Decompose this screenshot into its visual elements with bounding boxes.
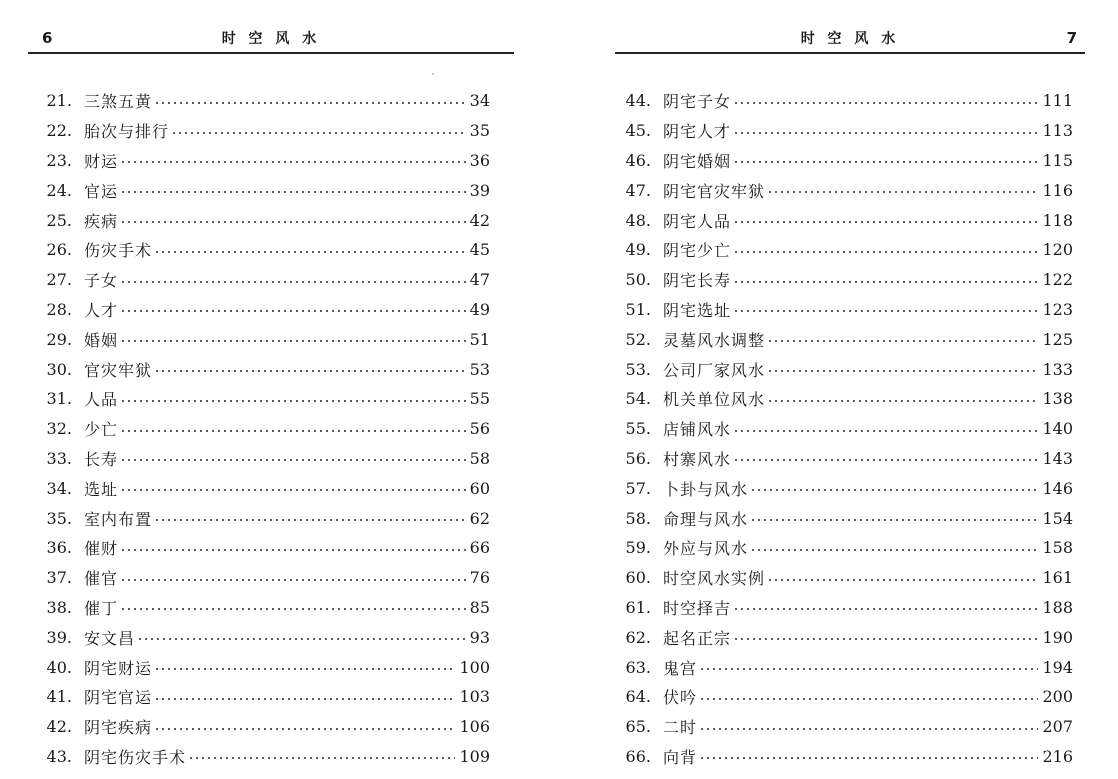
entry-page-number: 39: [469, 180, 490, 200]
entry-number: 34.: [46, 478, 72, 498]
toc-entry: [615, 444, 1085, 474]
entry-title: 长寿: [84, 449, 119, 469]
dot-leader: [154, 668, 455, 670]
entry-title: 机关单位风水: [663, 390, 766, 410]
entry-number: 32.: [46, 419, 72, 439]
dot-leader: [733, 430, 1038, 432]
dot-leader: [137, 638, 466, 640]
toc-entry: [28, 86, 514, 116]
entry-number: 39.: [46, 627, 72, 647]
toc-entry: [28, 414, 514, 444]
toc-entry: [615, 265, 1085, 295]
toc-entry: [28, 503, 514, 533]
entry-title: 安文昌: [84, 628, 136, 648]
entry-page-number: 49: [469, 299, 490, 319]
dot-leader: [154, 519, 466, 521]
entry-number: 64.: [625, 687, 651, 707]
entry-title: 官运: [84, 181, 119, 201]
entry-page-number: 45: [469, 240, 490, 260]
entry-number: 61.: [625, 597, 651, 617]
dot-leader: [120, 430, 466, 432]
dot-leader: [154, 251, 466, 253]
entry-number: 22.: [46, 121, 72, 141]
dot-leader: [154, 698, 455, 700]
entry-title: 公司厂家风水: [663, 360, 766, 380]
dot-leader: [733, 251, 1038, 253]
dot-leader: [733, 221, 1038, 223]
entry-title: 命理与风水: [663, 509, 749, 529]
entry-title: 阴宅子女: [663, 92, 732, 112]
entry-number: 28.: [46, 299, 72, 319]
entry-title: 卜卦与风水: [663, 479, 749, 499]
entry-page-number: 216: [1042, 746, 1073, 766]
dot-leader: [750, 549, 1038, 551]
entry-page-number: 106: [459, 717, 490, 737]
dot-leader: [154, 728, 455, 730]
entry-title: 阴宅人品: [663, 211, 732, 231]
dot-leader: [120, 221, 466, 223]
entry-page-number: 146: [1042, 478, 1073, 498]
entry-number: 47.: [625, 180, 651, 200]
toc-entry: [28, 146, 514, 176]
entry-page-number: 190: [1042, 627, 1073, 647]
dot-leader: [767, 400, 1038, 402]
dot-leader: [733, 132, 1038, 134]
entry-title: 鬼宫: [663, 658, 698, 678]
dot-leader: [120, 579, 466, 581]
toc-entry: [28, 652, 514, 682]
entry-page-number: 200: [1042, 687, 1073, 707]
toc-entry: [615, 205, 1085, 235]
entry-title: 催丁: [84, 598, 119, 618]
entry-title: 室内布置: [84, 509, 153, 529]
entry-number: 33.: [46, 448, 72, 468]
entry-page-number: 34: [469, 91, 490, 111]
toc-entry: [615, 295, 1085, 325]
entry-title: 伏吟: [663, 688, 698, 708]
dot-leader: [120, 400, 466, 402]
dot-leader: [120, 281, 466, 283]
entry-title: 子女: [84, 271, 119, 291]
toc-entry: [615, 503, 1085, 533]
entry-title: 店铺风水: [663, 420, 732, 440]
toc-entry: [615, 533, 1085, 563]
entry-page-number: 42: [469, 210, 490, 230]
entry-number: 62.: [625, 627, 651, 647]
toc-entry: [28, 295, 514, 325]
entry-page-number: 100: [459, 657, 490, 677]
toc-entry: [28, 682, 514, 712]
entry-title: 阴宅选址: [663, 300, 732, 320]
entry-title: 灵墓风水调整: [663, 330, 766, 350]
entry-page-number: 122: [1042, 270, 1073, 290]
dot-leader: [733, 459, 1038, 461]
entry-number: 36.: [46, 538, 72, 558]
table-of-contents: [615, 86, 1085, 771]
toc-entry: [615, 354, 1085, 384]
entry-title: 催财: [84, 539, 119, 559]
entry-page-number: 138: [1042, 389, 1073, 409]
entry-title: 婚姻: [84, 330, 119, 350]
toc-entry: [615, 146, 1085, 176]
entry-page-number: 207: [1042, 717, 1073, 737]
entry-page-number: 118: [1042, 210, 1073, 230]
dot-leader: [120, 161, 466, 163]
entry-page-number: 143: [1042, 448, 1073, 468]
toc-entry: [28, 205, 514, 235]
entry-number: 54.: [625, 389, 651, 409]
toc-entry: [615, 175, 1085, 205]
entry-page-number: 53: [469, 359, 490, 379]
entry-number: 52.: [625, 329, 651, 349]
entry-page-number: 116: [1042, 180, 1073, 200]
entry-title: 阴宅伤灾手术: [84, 747, 187, 767]
page-number: 7: [1066, 29, 1077, 47]
entry-number: 55.: [625, 419, 651, 439]
dot-leader: [750, 519, 1038, 521]
entry-title: 起名正宗: [663, 628, 732, 648]
dot-leader: [699, 728, 1038, 730]
dot-leader: [733, 161, 1038, 163]
entry-title: 伤灾手术: [84, 241, 153, 261]
entry-number: 46.: [625, 150, 651, 170]
entry-title: 外应与风水: [663, 539, 749, 559]
dot-leader: [120, 608, 466, 610]
entry-title: 阴宅官灾牢狱: [663, 181, 766, 201]
entry-page-number: 35: [469, 121, 490, 141]
entry-title: 三煞五黄: [84, 92, 153, 112]
dot-leader: [188, 757, 455, 759]
page-header: [615, 26, 1085, 54]
entry-title: 阴宅疾病: [84, 718, 153, 738]
entry-number: 60.: [625, 568, 651, 588]
toc-entry: [615, 563, 1085, 593]
toc-entry: [28, 593, 514, 623]
toc-entry: [28, 622, 514, 652]
entry-page-number: 111: [1042, 91, 1073, 111]
entry-number: 58.: [625, 508, 651, 528]
entry-number: 59.: [625, 538, 651, 558]
entry-title: 二时: [663, 718, 698, 738]
entry-page-number: 133: [1042, 359, 1073, 379]
right-page: [615, 0, 1085, 779]
entry-page-number: 58: [469, 448, 490, 468]
toc-entry: [28, 473, 514, 503]
left-page: [28, 0, 514, 779]
entry-number: 23.: [46, 150, 72, 170]
entry-title: 时空风水实例: [663, 569, 766, 589]
entry-title: 阴宅人才: [663, 122, 732, 142]
dot-leader: [750, 489, 1038, 491]
dot-leader: [171, 132, 466, 134]
toc-entry: [28, 265, 514, 295]
entry-number: 44.: [625, 91, 651, 111]
entry-title: 阴宅婚姻: [663, 151, 732, 171]
toc-entry: [615, 324, 1085, 354]
entry-number: 21.: [46, 91, 72, 111]
entry-number: 42.: [46, 717, 72, 737]
toc-entry: [28, 384, 514, 414]
entry-number: 45.: [625, 121, 651, 141]
toc-entry: [615, 593, 1085, 623]
entry-page-number: 76: [469, 568, 490, 588]
toc-entry: [28, 533, 514, 563]
entry-page-number: 55: [469, 389, 490, 409]
dot-leader: [767, 340, 1038, 342]
entry-title: 疾病: [84, 211, 119, 231]
dot-leader: [699, 757, 1038, 759]
entry-number: 35.: [46, 508, 72, 528]
toc-entry: [28, 354, 514, 384]
entry-title: 官灾牢狱: [84, 360, 153, 380]
entry-title: 阴宅财运: [84, 658, 153, 678]
entry-number: 27.: [46, 270, 72, 290]
page-number: 6: [42, 29, 53, 47]
entry-number: 30.: [46, 359, 72, 379]
dot-leader: [154, 370, 466, 372]
entry-page-number: 125: [1042, 329, 1073, 349]
entry-title: 少亡: [84, 420, 119, 440]
dot-leader: [120, 340, 466, 342]
entry-page-number: 36: [469, 150, 490, 170]
entry-title: 人品: [84, 390, 119, 410]
entry-number: 51.: [625, 299, 651, 319]
running-title: 时 空 风 水: [800, 31, 900, 47]
dot-leader: [733, 310, 1038, 312]
toc-entry: [28, 324, 514, 354]
entry-page-number: 188: [1042, 597, 1073, 617]
dot-leader: [733, 638, 1038, 640]
toc-entry: [615, 652, 1085, 682]
dot-leader: [120, 549, 466, 551]
entry-page-number: 113: [1042, 121, 1073, 141]
running-title: 时 空 风 水: [221, 31, 321, 47]
entry-number: 25.: [46, 210, 72, 230]
entry-number: 66.: [625, 746, 651, 766]
page-header: [28, 26, 514, 54]
entry-page-number: 154: [1042, 508, 1073, 528]
entry-number: 43.: [46, 746, 72, 766]
entry-number: 38.: [46, 597, 72, 617]
toc-entry: [28, 712, 514, 742]
toc-entry: [615, 682, 1085, 712]
dot-leader: [699, 698, 1038, 700]
dot-leader: [733, 102, 1038, 104]
entry-title: 财运: [84, 151, 119, 171]
entry-title: 村寨风水: [663, 449, 732, 469]
entry-page-number: 103: [459, 687, 490, 707]
dot-leader: [733, 281, 1038, 283]
entry-number: 50.: [625, 270, 651, 290]
toc-entry: [28, 563, 514, 593]
table-of-contents: [28, 86, 514, 771]
entry-page-number: 51: [469, 329, 490, 349]
entry-title: 阴宅官运: [84, 688, 153, 708]
toc-entry: [28, 175, 514, 205]
toc-entry: [615, 116, 1085, 146]
dot-leader: [120, 489, 466, 491]
entry-page-number: 85: [469, 597, 490, 617]
dot-leader: [120, 191, 466, 193]
dot-leader: [154, 102, 466, 104]
dot-leader: [699, 668, 1038, 670]
entry-page-number: 66: [469, 538, 490, 558]
entry-number: 63.: [625, 657, 651, 677]
entry-title: 催官: [84, 569, 119, 589]
entry-page-number: 93: [469, 627, 490, 647]
dot-leader: [120, 310, 466, 312]
entry-page-number: 47: [469, 270, 490, 290]
entry-number: 26.: [46, 240, 72, 260]
entry-page-number: 56: [469, 419, 490, 439]
entry-page-number: 158: [1042, 538, 1073, 558]
dot-leader: [767, 579, 1038, 581]
entry-number: 31.: [46, 389, 72, 409]
dot-leader: [733, 608, 1038, 610]
dot-leader: [120, 459, 466, 461]
print-speck: [432, 73, 434, 75]
toc-entry: [615, 742, 1085, 772]
entry-page-number: 115: [1042, 150, 1073, 170]
toc-entry: [28, 444, 514, 474]
entry-number: 57.: [625, 478, 651, 498]
entry-number: 37.: [46, 568, 72, 588]
entry-number: 41.: [46, 687, 72, 707]
entry-number: 40.: [46, 657, 72, 677]
entry-number: 24.: [46, 180, 72, 200]
entry-page-number: 120: [1042, 240, 1073, 260]
entry-number: 48.: [625, 210, 651, 230]
entry-number: 53.: [625, 359, 651, 379]
toc-entry: [615, 414, 1085, 444]
entry-page-number: 60: [469, 478, 490, 498]
entry-page-number: 140: [1042, 419, 1073, 439]
toc-entry: [615, 473, 1085, 503]
toc-entry: [28, 235, 514, 265]
entry-number: 65.: [625, 717, 651, 737]
entry-page-number: 123: [1042, 299, 1073, 319]
entry-number: 49.: [625, 240, 651, 260]
entry-title: 胎次与排行: [84, 122, 170, 142]
entry-number: 29.: [46, 329, 72, 349]
toc-entry: [615, 86, 1085, 116]
toc-entry: [28, 742, 514, 772]
entry-title: 阴宅少亡: [663, 241, 732, 261]
toc-entry: [615, 235, 1085, 265]
entry-page-number: 161: [1042, 568, 1073, 588]
entry-title: 人才: [84, 300, 119, 320]
toc-entry: [615, 622, 1085, 652]
entry-page-number: 194: [1042, 657, 1073, 677]
dot-leader: [767, 370, 1038, 372]
entry-title: 阴宅长寿: [663, 271, 732, 291]
entry-page-number: 109: [459, 746, 490, 766]
toc-entry: [615, 712, 1085, 742]
toc-entry: [615, 384, 1085, 414]
entry-page-number: 62: [469, 508, 490, 528]
toc-entry: [28, 116, 514, 146]
dot-leader: [767, 191, 1038, 193]
entry-title: 时空择吉: [663, 598, 732, 618]
entry-number: 56.: [625, 448, 651, 468]
entry-title: 向背: [663, 747, 698, 767]
entry-title: 选址: [84, 479, 119, 499]
